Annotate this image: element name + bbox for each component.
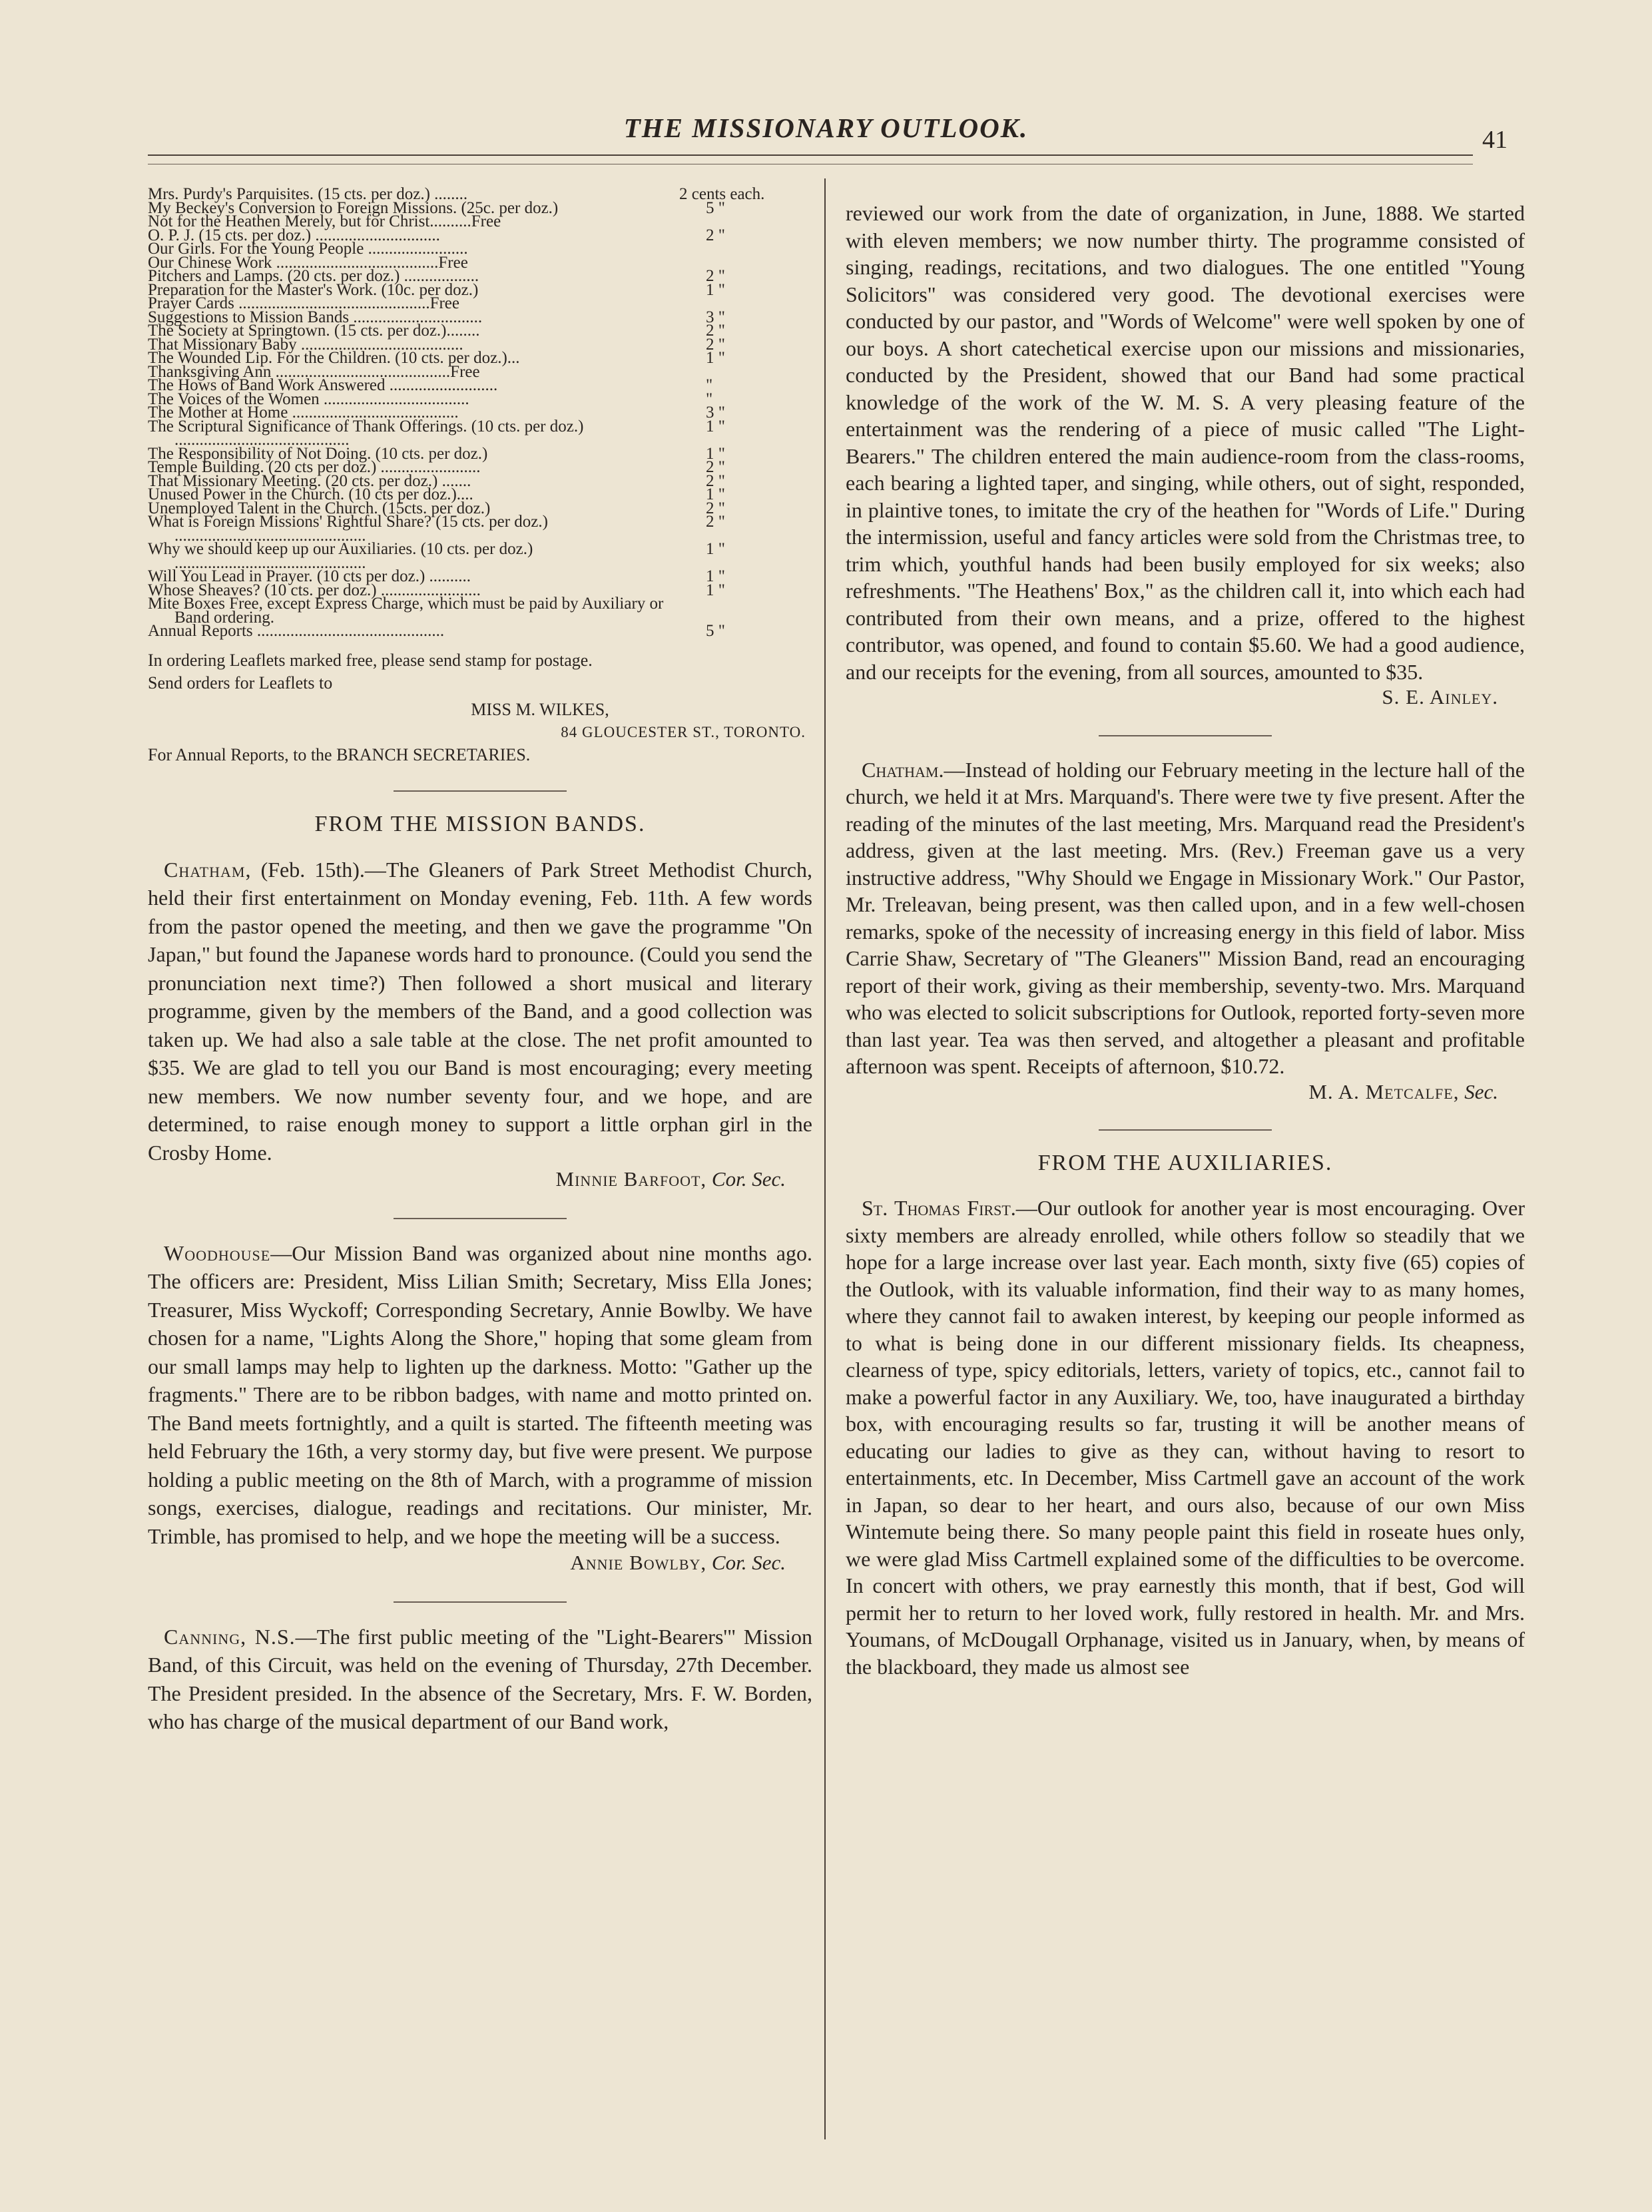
- column-divider: [824, 178, 826, 2139]
- woodhouse-article: [148, 1239, 812, 1577]
- leaflet-title: The Scriptural Significance of Thank Offerings. (10 cts. per doz.) ..........................................: [148, 417, 584, 449]
- leaflet-price: 1 ": [706, 349, 725, 367]
- chatham-signature: Minnie Barfoot, Cor. Sec.: [555, 1167, 786, 1191]
- leaflet-title: The Responsibility of Not Doing. (10 cts. per doz.): [148, 444, 488, 463]
- leaflet-title: The Hows of Band Work Answered ..........................: [148, 376, 498, 394]
- leaflet-price: 3 ": [706, 308, 725, 326]
- page-number: 41: [1482, 126, 1508, 154]
- leaflet-price: 1 ": [706, 581, 725, 599]
- leaflet-price: 2 ": [706, 267, 725, 285]
- chatham-feb-text: —Instead of holding our February meeting in the lecture hall of the church, we held it at Mrs. Marquand's. There were twe ty five present. After the reading of the minutes of the last meeting, Mrs. Marquand read the President's address, given at the last meeting. Mrs. (Rev.) Freeman gave us a very instructive address, "Why Should we Engage in Missionary Work." Our Pastor, Mr. Treleavan, being present, was then called upon, and in a few well-chosen remarks, spoke of the necessity of increasing energy in this field of labor. Miss Carrie Shaw, Secretary of "The Gleaners'" Mission Band, read an encouraging report of their work, giving as their membership, seventy-two. Mrs. Marquand who was elected to solicit subscriptions for Outlook, reported forty-seven more than last year. Tea was then served, and altogether a pleasant and profitable afternoon was spent. Receipts of afternoon, $10.72.: [846, 757, 1525, 1078]
- woodhouse-lead: Woodhouse: [164, 1241, 271, 1265]
- canning-continued-text: reviewed our work from the date of organization, in June, 1888. We started with eleven members; we now number thirty. The programme consisted of singing, readings, recitations, and two dialogues. The one entitled "Young Solicitors" was considered very good. The devotional exercises were conducted by our pastor, and "Words of Welcome" were well spoken by one of our boys. A short catechetical exercise upon our missions and missionaries, conducted by the President, showed that our Band had some practical knowledge of the work of the W. M. S. A very pleasing feature of the entertainment was the rendering of a piece of music called "The Light-Bearers." The children entered the main audience-room from the class-rooms, each bearing a lighted taper, and singing, while others, out of sight, responded, in plaintive tones, to imitate the cry of the heathen for "Words of Life." During the intermission, useful and fancy articles were sold from the Christmas tree, to trim which, youthful hands had been busily employed for six weeks; also refreshments. "The Heathens' Box," as the children call it, into which each had contributed from their own means, and a prize, offered to the highest contributor, was opened, and found to contain $5.60. We had a good audience, and our receipts for the evening, from all sources, amounted to $35.: [846, 201, 1525, 684]
- leaflet-title: That Missionary Baby .......................................: [148, 335, 463, 354]
- leaflet-price: 1 ": [706, 540, 725, 558]
- leaflet-list: [148, 185, 812, 640]
- chatham-feb-lead: Chatham.: [862, 757, 944, 782]
- leaflet-price: 2 ": [706, 513, 725, 531]
- leaflet-title: Why we should keep up our Auxiliaries. (10 cts. per doz.) ..............................................: [148, 540, 533, 572]
- leaflet-title: Thanksgiving Ann ..........................................Free: [148, 362, 480, 381]
- section-rule: [394, 1601, 567, 1603]
- leaflet-price: 2 cents each.: [679, 185, 765, 203]
- header-rule: [148, 154, 1473, 156]
- canning-article: [148, 1623, 812, 1736]
- leaflet-title: Unemployed Talent in the Church. (15cts. per doz.): [148, 499, 491, 517]
- leaflet-price: 2 ": [706, 335, 725, 354]
- leaflet-title: Not for the Heathen Merely, but for Christ..........Free: [148, 212, 501, 230]
- ordering-notes: [148, 649, 812, 766]
- canning-continued: [846, 200, 1525, 711]
- leaflet-title: That Missionary Meeting. (20 cts. per doz.) .......: [148, 471, 471, 490]
- leaflet-price: ": [706, 390, 713, 408]
- leaflet-row: [148, 622, 812, 640]
- leaflet-price: 3 ": [706, 404, 725, 421]
- address-name: MISS M. WILKES,: [471, 699, 609, 719]
- leaflet-row: [148, 417, 812, 449]
- chatham-feb-signature: M. A. Metcalfe, Sec.: [1308, 1079, 1498, 1103]
- leaflet-price: 2 ": [706, 322, 725, 340]
- canning-signature: S. E. Ainley.: [1382, 685, 1498, 708]
- leaflet-title: Unused Power in the Church. (10 cts per doz.)....: [148, 485, 473, 503]
- leaflet-price: 5 ": [706, 198, 725, 217]
- leaflet-title: The Society at Springtown. (15 cts. per doz.)........: [148, 322, 480, 340]
- chatham-feb-article: [846, 756, 1525, 1106]
- section-rule: [394, 1218, 567, 1219]
- st-thomas-article: [846, 1195, 1525, 1680]
- leaflet-title: The Mother at Home ........................................: [148, 404, 459, 421]
- leaflet-title: Annual Reports .............................................: [148, 622, 445, 640]
- leaflet-row: [148, 597, 812, 625]
- chatham-lead: Chatham,: [164, 857, 252, 882]
- auxiliaries-heading: FROM THE AUXILIARIES.: [1037, 1151, 1333, 1175]
- send-orders: Send orders for Leaflets to: [148, 673, 333, 692]
- leaflet-price: ": [706, 376, 713, 394]
- leaflet-price: 2 ": [706, 458, 725, 476]
- canning-lead: Canning, N.S.: [164, 1624, 296, 1649]
- leaflet-title: Whose Sheaves? (10 cts. per doz.) ........................: [148, 581, 481, 599]
- right-column: [846, 200, 1525, 1680]
- leaflet-price: 2 ": [706, 471, 725, 490]
- leaflet-price: 2 ": [706, 499, 725, 517]
- leaflet-title: Our Girls. For the Young People ........................: [148, 240, 468, 258]
- leaflet-title: Prayer Cards ..............................................Free: [148, 294, 459, 312]
- leaflet-price: 5 ": [706, 622, 725, 640]
- leaflet-row: [148, 515, 812, 543]
- leaflet-title: Pitchers and Lamps. (20 cts. per doz.) ..................: [148, 267, 479, 285]
- leaflet-price: 1 ": [706, 485, 725, 503]
- chatham-article: [148, 856, 812, 1194]
- leaflet-price: 2 ": [706, 226, 725, 244]
- leaflet-title: Suggestions to Mission Bands ...............................: [148, 308, 483, 326]
- leaflet-title: Our Chinese Work .......................................Free: [148, 253, 468, 272]
- ordering-note: In ordering Leaflets marked free, please send stamp for postage.: [148, 650, 593, 670]
- st-thomas-text: —Our outlook for another year is most encouraging. Over sixty members are already enrolled, while others follow so steadily that we hope for a large increase over last year. Each month, sixty five (65) copies of the Outlook, with its valuable information, find their way to as many homes, where they cannot fail to awaken interest, by keeping our people informed as to what is being done in our different missionary fields. Its cheapness, clearness of type, spicy editorials, letters, variety of topics, etc., cannot fail to make a powerful factor in any Auxiliary. We, too, have inaugurated a birthday box, with encouraging results so far, trusting it will be another means of educating our ladies to give as they can, without having to resort to entertainments, etc. In December, Miss Cartmell gave an account of the work in Japan, so dear to her heart, and ours also, because of our own Miss Wintemute being there. So many people paint this field in roseate hues only, we were glad Miss Cartmell explained some of the difficulties to be overcome. In concert with others, we pray earnestly this month, that if best, God will permit her to return to her loved work, fully restored in health. Mr. and Mrs. Youmans, of McDougall Orphanage, visited us in January, when, by means of the blackboard, they made us almost see: [846, 1196, 1525, 1679]
- leaflet-title: Will You Lead in Prayer. (10 cts per doz.) ..........: [148, 567, 471, 585]
- address-street: 84 GLOUCESTER ST., TORONTO.: [561, 723, 806, 740]
- section-rule: [1099, 735, 1272, 736]
- leaflet-title: Temple Building. (20 cts per doz.) ........................: [148, 458, 481, 476]
- left-column: [148, 185, 813, 1736]
- leaflet-row: [148, 540, 812, 572]
- leaflet-title: Mrs. Purdy's Parquisites. (15 cts. per doz.) ........: [148, 185, 468, 203]
- leaflet-title: O. P. J. (15 cts. per doz.) ..............................: [148, 226, 440, 244]
- leaflet-price: 1 ": [706, 417, 725, 435]
- section-rule: [1099, 1129, 1272, 1131]
- leaflet-title: Mite Boxes Free, except Express Charge, which must be paid by Auxiliary or Band ordering.: [148, 595, 664, 627]
- mission-bands-heading: FROM THE MISSION BANDS.: [314, 811, 646, 836]
- annual-reports-note: For Annual Reports, to the BRANCH SECRETARIES.: [148, 744, 531, 764]
- page-title: THE MISSIONARY OUTLOOK.: [623, 113, 1029, 143]
- leaflet-title: Preparation for the Master's Work. (10c. per doz.): [148, 280, 479, 299]
- st-thomas-lead: St. Thomas First.: [862, 1196, 1016, 1220]
- section-rule: [394, 790, 567, 792]
- leaflet-title: What is Foreign Missions' Rightful Share? (15 cts. per doz.) ..............................................: [148, 513, 548, 545]
- canning-text: —The first public meeting of the "Light-Bearers'" Mission Band, of this Circuit, was held on the evening of Thursday, 27th December. The President presided. In the absence of the Secretary, Mrs. F. W. Borden, who has charge of the musical department of our Band work,: [148, 1624, 813, 1733]
- leaflet-price: 1 ": [706, 567, 725, 585]
- leaflet-price: 1 ": [706, 280, 725, 299]
- leaflet-title: My Beckey's Conversion to Foreign Missions. (25c. per doz.): [148, 198, 559, 217]
- leaflet-title: The Wounded Lip. For the Children. (10 cts. per doz.)...: [148, 349, 520, 367]
- chatham-text: (Feb. 15th).—The Gleaners of Park Street Methodist Church, held their first entertainment on Monday evening, Feb. 11th. A few words from the pastor opened the meeting, and then we gave the programme "On Japan," but found the Japanese words hard to pronounce. (Could you send the pronunciation next time?) Then followed a short musical and literary programme, given by the members of the Band, and a good collection was taken up. We had also a sale table at the close. The net profit amounted to $35. We are glad to tell you our Band is most encouraging; every meeting new members. We now number seventy four, and we hope, and are determined, to raise enough money to support a little orphan girl in the Crosby Home.: [148, 857, 813, 1165]
- woodhouse-text: —Our Mission Band was organized about nine months ago. The officers are: President, Miss Lilian Smith; Secretary, Miss Ella Jones; Treasurer, Miss Wyckoff; Corresponding Secretary, Annie Bowlby. We have chosen for a name, "Lights Along the Shore," hoping that some gleam from our small lamps may help to lighten up the darkness. Motto: "Gather up the fragments." There are to be ribbon badges, with name and motto printed on. The Band meets fortnightly, and a quilt is started. The fifteenth meeting was held February the 16th, a very stormy day, but five were present. We purpose holding a public meeting on the 8th of March, with a programme of mission songs, exercises, dialogue, readings and recitations. Our minister, Mr. Trimble, has promised to help, and we hope the meeting will be a success.: [148, 1241, 812, 1548]
- woodhouse-signature: Annie Bowlby, Cor. Sec.: [570, 1551, 786, 1574]
- leaflet-title: The Voices of the Women ...................................: [148, 390, 469, 408]
- leaflet-price: 1 ": [706, 444, 725, 463]
